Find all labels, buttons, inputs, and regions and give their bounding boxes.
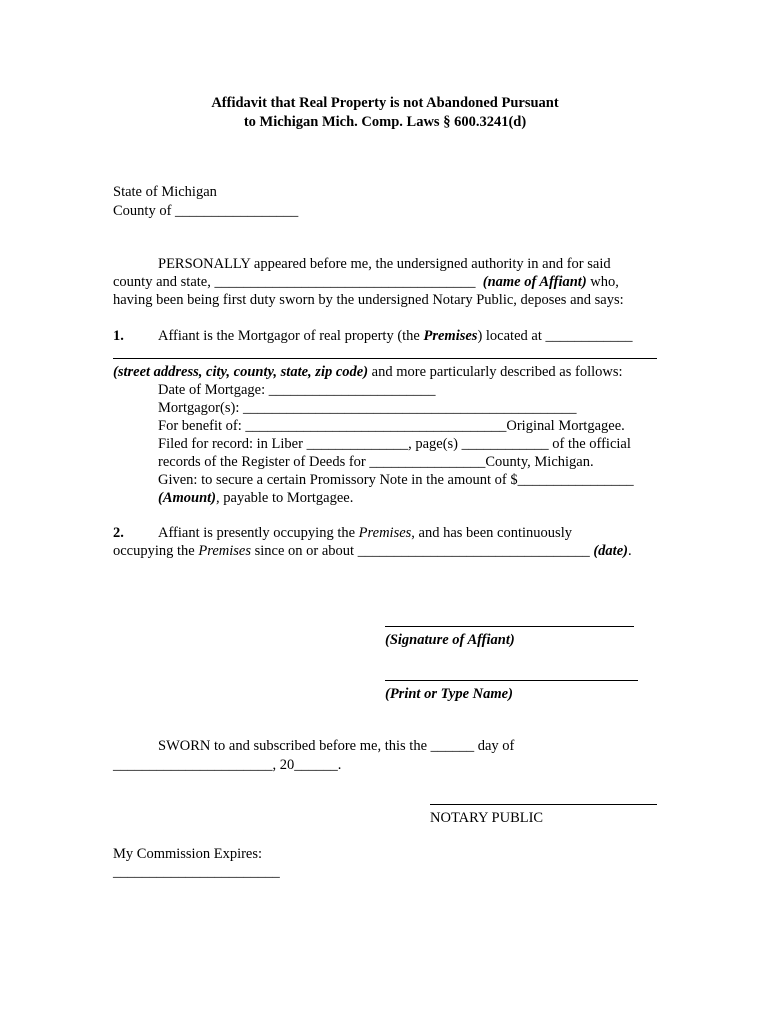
amount-line bbox=[158, 489, 353, 507]
intro-line1: PERSONALLY appeared before me, the undersigned authority in and for said bbox=[158, 256, 611, 272]
document-title-line2: to Michigan Mich. Comp. Laws § 600.3241(d) bbox=[243, 114, 527, 130]
sworn-line1: SWORN to and subscribed before me, this the ______ day of bbox=[158, 738, 515, 754]
para2-line2 bbox=[113, 542, 632, 560]
venue-state: State of Michigan bbox=[113, 184, 217, 200]
amount-label: (Amount) bbox=[158, 490, 217, 506]
para2-line2-premises: Premises bbox=[198, 543, 251, 559]
mortgagors: Mortgagor(s): ______________________________________________ bbox=[158, 400, 577, 416]
date-label: (date) bbox=[593, 543, 628, 559]
promissory-note: Given: to secure a certain Promissory Note in the amount of $________________ bbox=[158, 472, 634, 488]
para2-text-end: , and has been continuously bbox=[411, 525, 572, 541]
notary-signature-line bbox=[430, 804, 657, 805]
affiant-name-label: (name of Affiant) bbox=[482, 274, 587, 290]
para1-text-start: Affiant is the Mortgagor of real property (the bbox=[158, 328, 424, 344]
address-end: and more particularly described as follows: bbox=[368, 364, 623, 380]
commission-expires-line: _______________________ bbox=[113, 864, 280, 880]
para1-address-line bbox=[113, 363, 623, 381]
amount-end: , payable to Mortgagee. bbox=[216, 490, 354, 506]
para1-text-end: ) located at ____________ bbox=[477, 328, 633, 344]
affiant-signature-line bbox=[385, 626, 634, 627]
print-name-label: (Print or Type Name) bbox=[385, 686, 513, 702]
para2-text-start: Affiant is presently occupying the bbox=[158, 525, 359, 541]
intro-line3: having been being first duty sworn by the undersigned Notary Public, deposes and says: bbox=[113, 292, 624, 308]
notary-public-label: NOTARY PUBLIC bbox=[430, 810, 544, 826]
para2-premises: Premises bbox=[358, 525, 412, 541]
para1-number: 1. bbox=[113, 328, 124, 344]
para1-premises: Premises bbox=[423, 328, 478, 344]
para2-line2-start: occupying the bbox=[113, 543, 199, 559]
para1-line1 bbox=[158, 327, 633, 345]
commission-expires-label: My Commission Expires: bbox=[113, 846, 263, 862]
address-label: (street address, city, county, state, zip code) bbox=[113, 364, 369, 380]
intro-line2-start: county and state, ____________________________________ bbox=[113, 274, 483, 290]
sworn-line2: ______________________, 20______. bbox=[113, 757, 342, 773]
signature-of-affiant-label: (Signature of Affiant) bbox=[385, 632, 515, 648]
intro-line2-end: who, bbox=[586, 274, 619, 290]
para2-line2-mid: since on or about ________________________________ bbox=[251, 543, 594, 559]
print-name-line bbox=[385, 680, 638, 681]
register-of-deeds: records of the Register of Deeds for ________________County, Michigan. bbox=[158, 454, 594, 470]
filed-for-record: Filed for record: in Liber ______________, page(s) ____________ of the official bbox=[158, 436, 631, 452]
address-blank-line bbox=[113, 358, 657, 359]
for-benefit-of: For benefit of: ____________________________________Original Mortgagee. bbox=[158, 418, 625, 434]
para2-number: 2. bbox=[113, 525, 124, 541]
date-of-mortgage: Date of Mortgage: _______________________ bbox=[158, 382, 436, 398]
para2-line1 bbox=[158, 524, 572, 542]
document-title-line1: Affidavit that Real Property is not Abandoned Pursuant bbox=[211, 95, 559, 111]
intro-line2 bbox=[113, 273, 619, 291]
para2-line2-end: . bbox=[627, 543, 632, 559]
venue-county: County of _________________ bbox=[113, 203, 299, 219]
